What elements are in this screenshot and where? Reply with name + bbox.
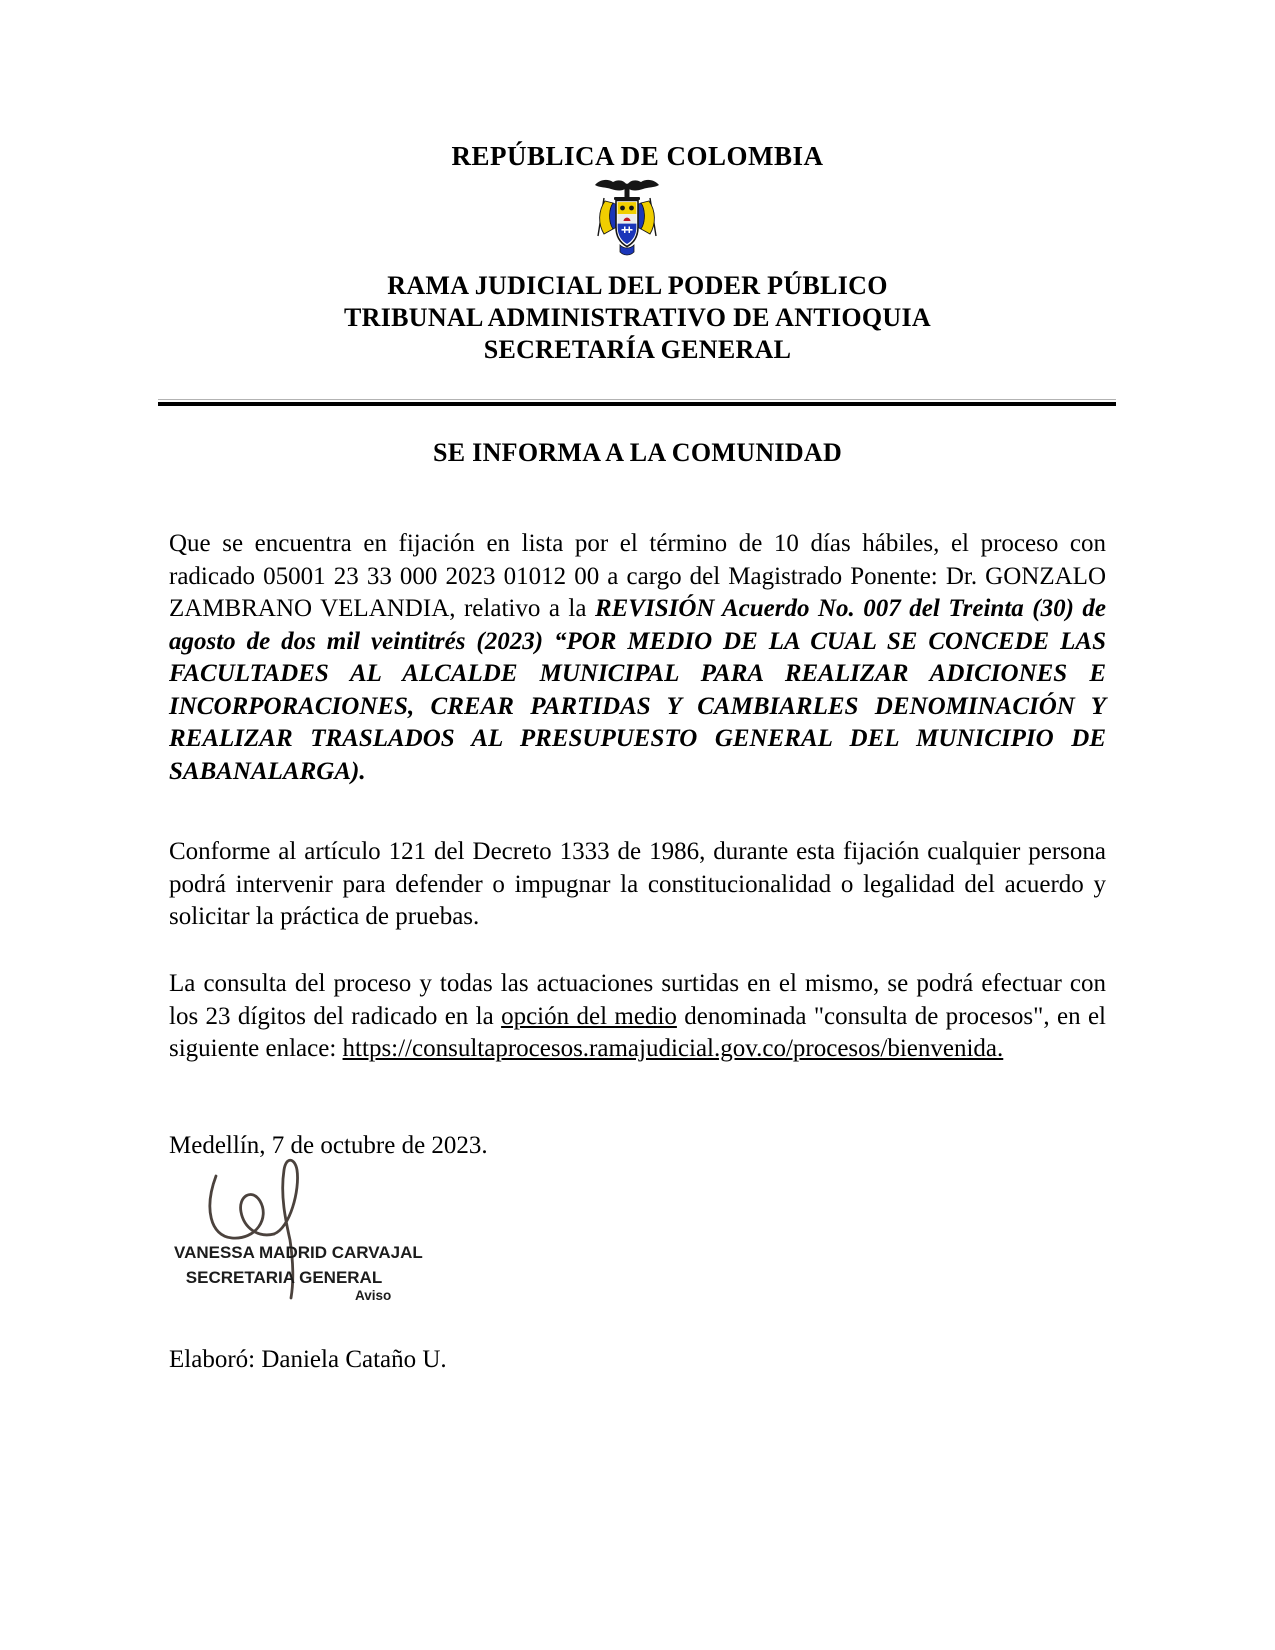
signature-block xyxy=(169,1150,489,1325)
court-heading-block xyxy=(0,270,1275,366)
horizontal-rule xyxy=(158,399,1116,406)
signature-note: Aviso xyxy=(355,1288,392,1303)
paragraph-process-emphasis: REVISIÓN Acuerdo No. 007 del Treinta (30) de agosto de dos mil veintitrés (2023) “POR MEDIO DE LA CUAL SE CONCEDE LAS FACULTADES AL ALCALDE MUNICIPAL PARA REALIZAR ADICIONES E INCORPORACIONES, CREAR PARTIDAS Y CAMBIARLES DENOMINACIÓN Y REALIZAR TRASLADOS AL PRESUPUESTO GENERAL DEL MUNICIPIO DE SABANALARGA). xyxy=(169,595,1107,785)
process-consultation-link[interactable]: https://consultaprocesos.ramajudicial.gov.co/procesos/bienvenida. xyxy=(342,1035,1004,1062)
paragraph-consultation xyxy=(169,968,1106,1066)
paragraph-consultation-part1: La consulta del proceso y todas las actuaciones surtidas en el mismo, se podrá efectuar con los 23 dígitos del radicado en la xyxy=(169,970,1106,1030)
tribunal-heading: TRIBUNAL ADMINISTRATIVO DE ANTIOQUIA xyxy=(344,303,931,332)
colombia-coat-of-arms-icon xyxy=(593,178,661,258)
signer-title: SECRETARIA GENERAL xyxy=(185,1268,383,1287)
paragraph-consultation-part2: denominada "consulta de procesos", en el siguiente enlace: xyxy=(169,1002,1106,1062)
secretaria-heading: SECRETARÍA GENERAL xyxy=(483,335,792,364)
rama-judicial-heading: RAMA JUDICIAL DEL PODER PÚBLICO xyxy=(387,271,888,300)
signer-name: VANESSA MADRID CARVAJAL xyxy=(174,1243,423,1262)
republic-heading: REPÚBLICA DE COLOMBIA xyxy=(451,141,824,171)
paragraph-process-normal: Que se encuentra en fijación en lista por el término de 10 días hábiles, el proceso con radicado 05001 23 33 000 2023 01012 00 a cargo del Magistrado Ponente: Dr. GONZALO ZAMBRANO VELANDIA, relativo a la xyxy=(169,530,1106,622)
prepared-by-line: Elaboró: Daniela Cataño U. xyxy=(169,1346,447,1373)
underlined-phrase: opción del medio xyxy=(501,1002,677,1030)
date-line: Medellín, 7 de octubre de 2023. xyxy=(169,1132,488,1159)
paragraph-process xyxy=(169,528,1106,788)
notice-title: SE INFORMA A LA COMUNIDAD xyxy=(432,438,843,467)
paragraph-decree: Conforme al artículo 121 del Decreto 1333 de 1986, durante esta fijación cualquier persona podrá intervenir para defender o impugnar la constitucionalidad o legalidad del acuerdo y solicitar la práctica de pruebas. xyxy=(169,838,1106,930)
